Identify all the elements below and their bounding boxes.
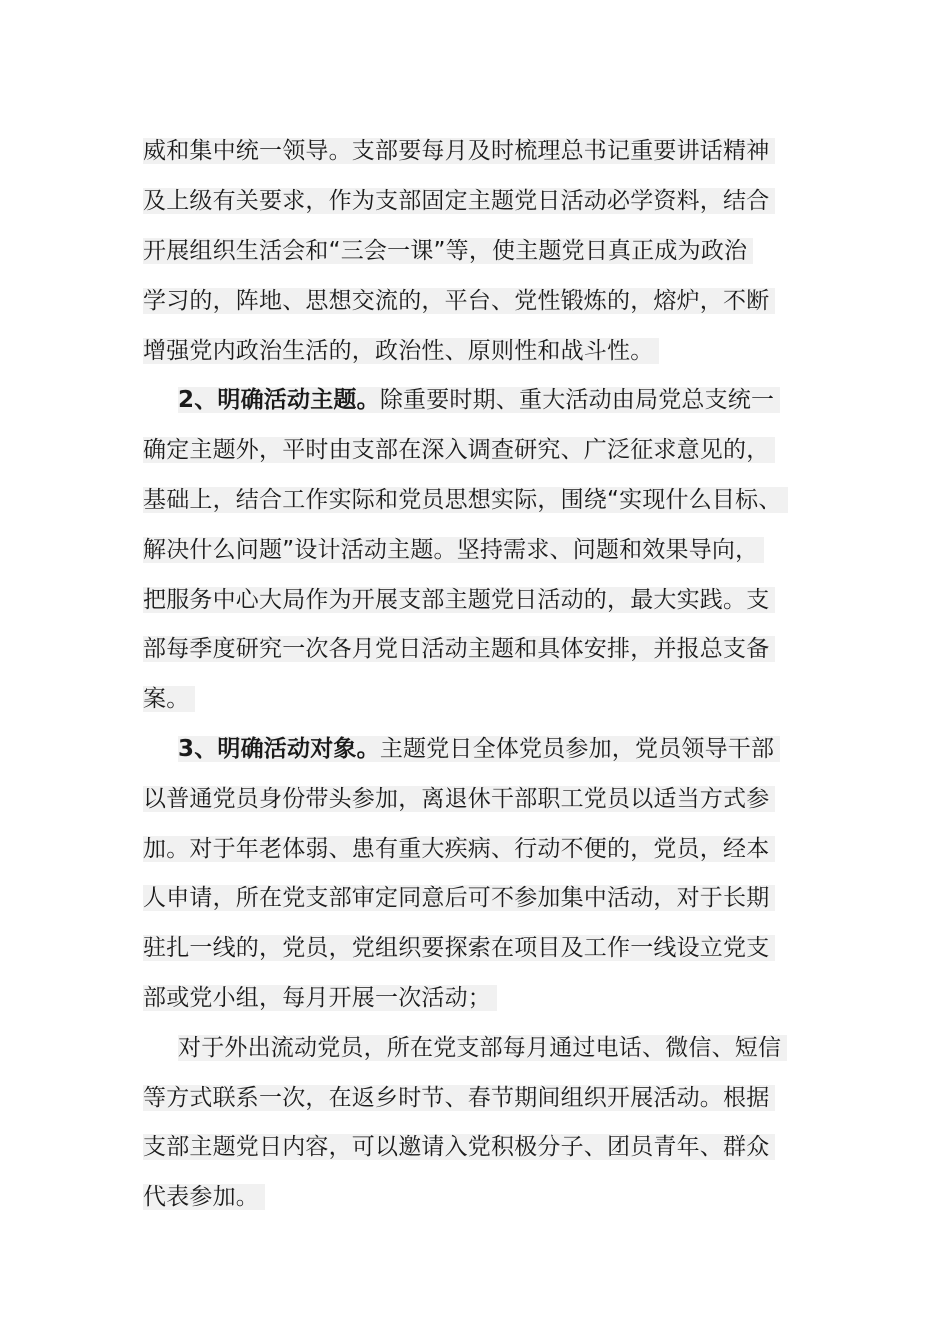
text-line	[143, 880, 775, 916]
line-text: 确定主题外，平时由支部在深入调查研究、广泛征求意见的，	[143, 437, 775, 463]
text-line	[143, 1129, 775, 1165]
text-line	[143, 781, 775, 817]
text-line	[143, 930, 775, 966]
text-line	[143, 1080, 775, 1116]
section-heading: 2、明确活动主题。	[178, 387, 380, 413]
line-text: 部或党小组，每月开展一次活动；	[143, 985, 497, 1011]
line-text: 除重要时期、重大活动由局党总支统一	[379, 387, 775, 413]
line-text: 威和集中统一领导。支部要每月及时梳理总书记重要讲话精神	[143, 138, 775, 164]
line-text: 及上级有关要求，作为支部固定主题党日活动必学资料，结合	[143, 188, 775, 214]
line-text: 驻扎一线的，党员，党组织要探索在项目及工作一线设立党支	[143, 935, 775, 961]
line-text: 人申请，所在党支部审定同意后可不参加集中活动，对于长期	[143, 885, 775, 911]
line-text: 以普通党员身份带头参加，离退休干部职工党员以适当方式参	[143, 786, 775, 812]
line-text: 学习的，阵地、思想交流的，平台、党性锻炼的，熔炉，不断	[143, 288, 775, 314]
text-line	[143, 283, 775, 319]
line-text: 对于外出流动党员，所在党支部每月通过电话、微信、短信	[178, 1035, 787, 1061]
text-line	[143, 831, 775, 867]
line-text: 代表参加。	[143, 1184, 265, 1210]
text-line	[143, 631, 775, 667]
text-line	[143, 133, 775, 169]
line-text: 支部主题党日内容，可以邀请入党积极分子、团员青年、群众	[143, 1134, 775, 1160]
text-line	[143, 183, 775, 219]
line-text: 开展组织生活会和“三会一课”等，使主题党日真正成为政治	[143, 238, 753, 264]
line-text: 部每季度研究一次各月党日活动主题和具体安排，并报总支备	[143, 636, 775, 662]
text-line	[143, 532, 764, 568]
line-text: 基础上，结合工作实际和党员思想实际，围绕“实现什么目标、	[143, 487, 788, 513]
section-heading: 3、明确活动对象。	[178, 736, 380, 762]
text-line	[143, 980, 497, 1016]
text-line	[143, 1179, 265, 1215]
line-text: 把服务中心大局作为开展支部主题党日活动的，最大实践。支	[143, 587, 775, 613]
text-line	[143, 233, 753, 269]
paragraph-first-line	[178, 731, 780, 767]
text-line	[143, 333, 659, 369]
text-line	[143, 582, 775, 618]
line-text: 解决什么问题”设计活动主题。坚持需求、问题和效果导向，	[143, 537, 764, 563]
text-line	[143, 432, 775, 468]
line-text: 增强党内政治生活的，政治性、原则性和战斗性。	[143, 338, 659, 364]
line-text: 等方式联系一次，在返乡时节、春节期间组织开展活动。根据	[143, 1085, 775, 1111]
line-text: 案。	[143, 686, 195, 712]
paragraph-first-line	[178, 382, 780, 418]
paragraph-first-line	[178, 1030, 787, 1066]
line-text: 加。对于年老体弱、患有重大疾病、行动不便的，党员，经本	[143, 836, 775, 862]
text-line	[143, 681, 195, 717]
line-text: 主题党日全体党员参加，党员领导干部	[379, 736, 775, 762]
text-line	[143, 482, 788, 518]
